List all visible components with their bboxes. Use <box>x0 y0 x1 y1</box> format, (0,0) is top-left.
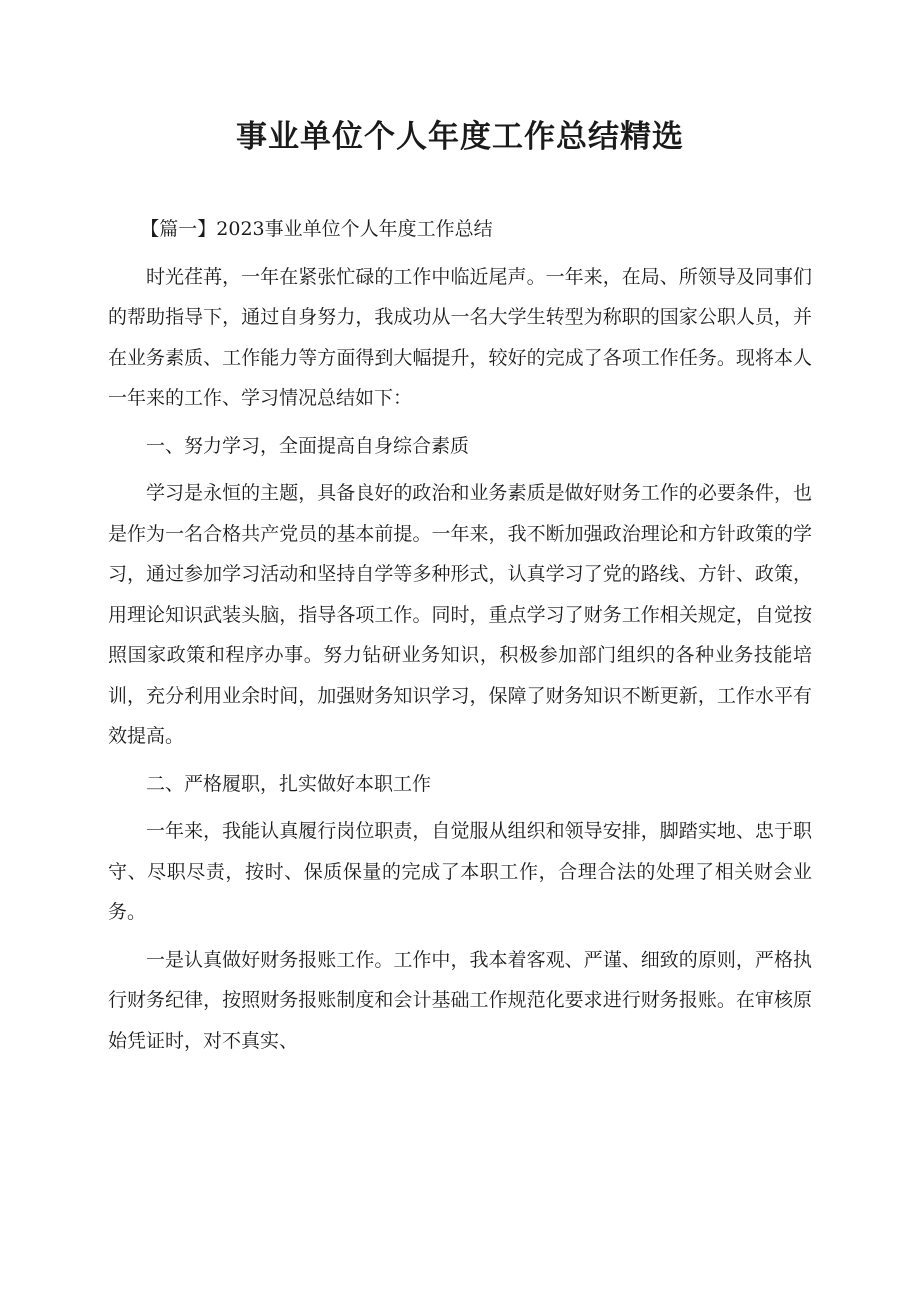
paragraph-study: 学习是永恒的主题，具备良好的政治和业务素质是做好财务工作的必要条件，也是作为一名合格共产党员的基本前提。一年来，我不断加强政治理论和方针政策的学习，通过参加学习活动和坚持自学等多种形式，认真学习了党的路线、方针、政策，用理论知识武装头脑，指导各项工作。同时，重点学习了财务工作相关规定，自觉按照国家政策和程序办事。努力钻研业务知识，积极参加部门组织的各种业务技能培训，充分利用业余时间，加强财务知识学习，保障了财务知识不断更新，工作水平有效提高。 <box>108 482 812 747</box>
document-body <box>108 209 812 1061</box>
section-heading-1: 一、努力学习，全面提高自身综合素质 <box>146 434 470 457</box>
paragraph-accounting: 一是认真做好财务报账工作。工作中，我本着客观、严谨、细致的原则，严格执行财务纪律，按照财务报账制度和会计基础工作规范化要求进行财务报账。在审核原始凭证时，对不真实、 <box>108 948 812 1052</box>
document-title: 事业单位个人年度工作总结精选 <box>236 119 684 155</box>
section-intro-heading: 【篇一】2023事业单位个人年度工作总结 <box>140 218 493 240</box>
paragraph-duty: 一年来，我能认真履行岗位职责，自觉服从组织和领导安排，脚踏实地、忠于职守、尽职尽责，按时、保质保量的完成了本职工作，合理合法的处理了相关财会业务。 <box>108 820 812 923</box>
section-heading-2: 二、严格履职，扎实做好本职工作 <box>146 772 432 795</box>
paragraph-intro: 时光荏苒，一年在紧张忙碌的工作中临近尾声。一年来，在局、所领导及同事们的帮助指导下，通过自身努力，我成功从一名大学生转型为称职的国家公职人员，并在业务素质、工作能力等方面得到大幅提升，较好的完成了各项工作任务。现将本人一年来的工作、学习情况总结如下： <box>108 265 812 409</box>
